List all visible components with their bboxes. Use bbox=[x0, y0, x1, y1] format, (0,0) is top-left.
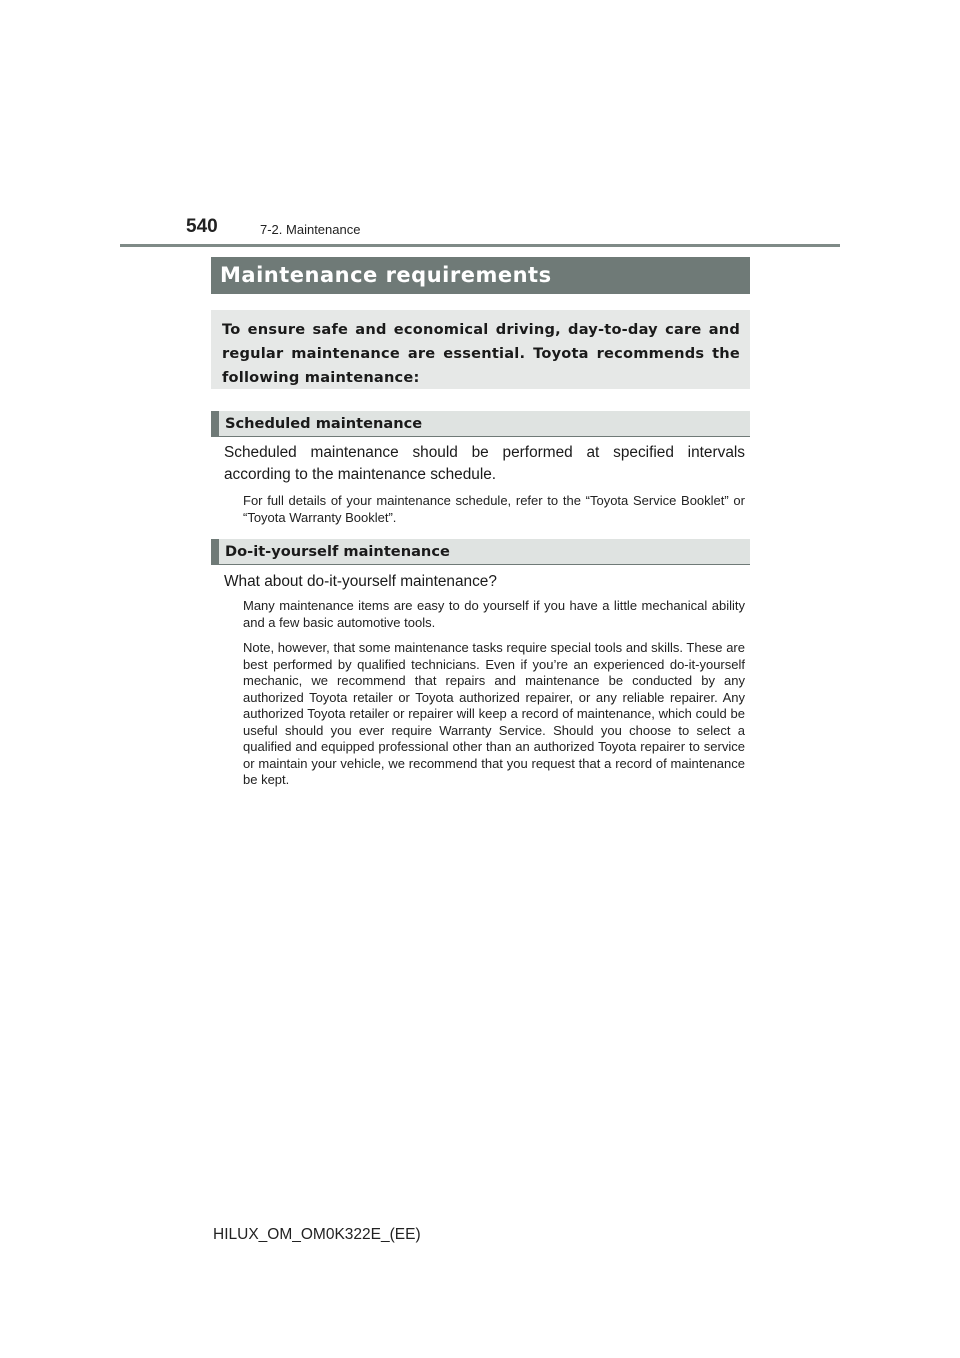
breadcrumb: 7-2. Maintenance bbox=[260, 222, 361, 237]
page-title: Maintenance requirements bbox=[211, 257, 750, 294]
intro-text: To ensure safe and economical driving, day-to-day care and regular maintenance are essential. Toyota recommends the following maintenance: bbox=[222, 321, 740, 386]
intro-box bbox=[211, 310, 750, 389]
document-code: HILUX_OM_OM0K322E_(EE) bbox=[213, 1226, 421, 1243]
note-scheduled-1: For full details of your maintenance schedule, refer to the “Toyota Service Booklet” or “Toyota Warranty Booklet”. bbox=[243, 493, 745, 525]
header-divider bbox=[120, 244, 840, 247]
note-diy-1: Many maintenance items are easy to do yourself if you have a little mechanical ability and a few basic automotive tools. bbox=[243, 598, 745, 630]
page-number: 540 bbox=[186, 216, 218, 237]
section-body-scheduled: Scheduled maintenance should be performed at specified intervals according to the maintenance schedule. bbox=[224, 444, 745, 483]
note-diy-2: Note, however, that some maintenance tasks require special tools and skills. These are best performed by qualified technicians. Even if you’re an experienced do-it-yourself mechanic, we recommend that repairs and maintenance be conducted by any authorized Toyota retailer or Toyota authorized repairer, or any reliable repairer. Any authorized Toyota retailer or repairer will keep a record of maintenance, which could be useful should you ever require Warranty Service. Should you choose to select a qualified and equipped professional other than an authorized Toyota repairer to service or maintain your vehicle, we recommend that you request that a record of maintenance be kept. bbox=[243, 640, 745, 787]
section-heading-scheduled-maintenance: Scheduled maintenance bbox=[211, 411, 750, 437]
section-heading-diy-maintenance: Do-it-yourself maintenance bbox=[211, 539, 750, 565]
section-body-diy: What about do-it-yourself maintenance? bbox=[224, 573, 497, 590]
